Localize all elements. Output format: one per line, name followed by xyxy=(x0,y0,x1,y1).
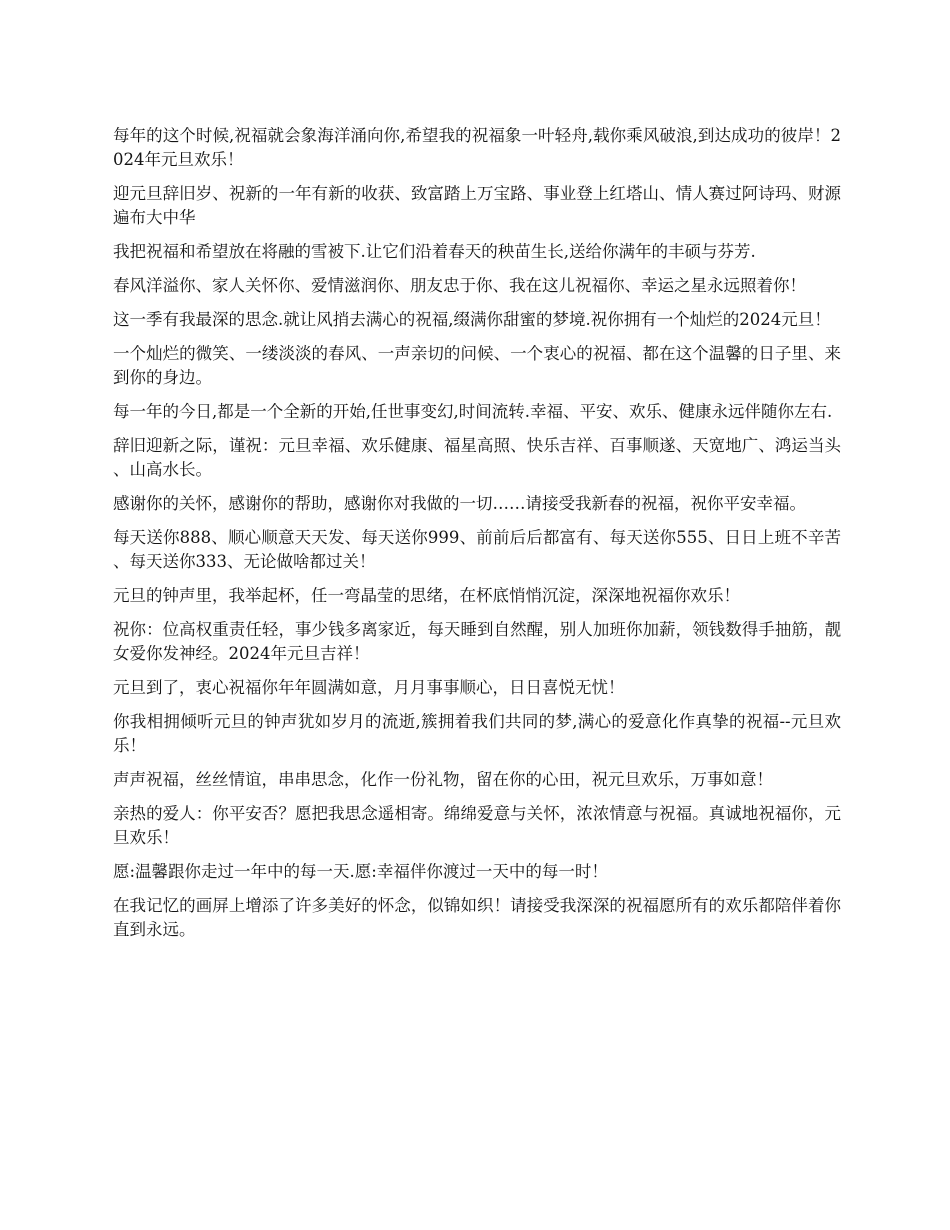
paragraph-7: 每一年的今日,都是一个全新的开始,任世事变幻,时间流转.幸福、平安、欢乐、健康永远伴随你左右. xyxy=(113,402,833,421)
paragraph-17: 愿:温馨跟你走过一年中的每一天.愿:幸福伴你渡过一天中的每一时！ xyxy=(113,862,608,881)
paragraph-2: 迎元旦辞旧岁、祝新的一年有新的收获、致富踏上万宝路、事业登上红塔山、情人赛过阿诗玛、财源遍布大中华 xyxy=(113,184,841,227)
paragraph-18: 在我记忆的画屏上增添了许多美好的怀念，似锦如织！请接受我深深的祝福愿所有的欢乐都陪伴着你直到永远。 xyxy=(113,896,841,939)
paragraph-15: 声声祝福，丝丝情谊，串串思念，化作一份礼物，留在你的心田，祝元旦欢乐，万事如意！ xyxy=(113,770,773,789)
paragraph-4: 春风洋溢你、家人关怀你、爱情滋润你、朋友忠于你、我在这儿祝福你、幸运之星永远照着你！ xyxy=(113,276,806,295)
paragraph-8: 辞旧迎新之际，谨祝：元旦幸福、欢乐健康、福星高照、快乐吉祥、百事顺遂、天宽地广、鸿运当头、山高水长。 xyxy=(113,436,841,479)
paragraph-9: 感谢你的关怀，感谢你的帮助，感谢你对我做的一切……请接受我新春的祝福，祝你平安幸福。 xyxy=(113,494,806,513)
paragraph-5: 这一季有我最深的思念.就让风捎去满心的祝福,缀满你甜蜜的梦境.祝你拥有一个灿烂的2024元旦！ xyxy=(113,310,831,329)
paragraph-3: 我把祝福和希望放在将融的雪被下.让它们沿着春天的秧苗生长,送给你满年的丰硕与芬芳. xyxy=(113,242,756,261)
paragraph-6: 一个灿烂的微笑、一缕淡淡的春风、一声亲切的问候、一个衷心的祝福、都在这个温馨的日子里、来到你的身边。 xyxy=(113,344,841,387)
paragraph-13: 元旦到了，衷心祝福你年年圆满如意，月月事事顺心，日日喜悦无忧！ xyxy=(113,678,625,697)
paragraph-11: 元旦的钟声里，我举起杯，任一弯晶莹的思绪，在杯底悄悄沉淀，深深地祝福你欢乐！ xyxy=(113,586,740,605)
paragraph-10: 每天送你888、顺心顺意天天发、每天送你999、前前后后都富有、每天送你555、日日上班不辛苦、每天送你333、无论做啥都过关！ xyxy=(113,528,841,571)
paragraph-12: 祝你：位高权重责任轻，事少钱多离家近，每天睡到自然醒，别人加班你加薪，领钱数得手抽筋，靓女爱你发神经。2024年元旦吉祥！ xyxy=(113,620,841,663)
paragraph-1: 每年的这个时候,祝福就会象海洋涌向你,希望我的祝福象一叶轻舟,载你乘风破浪,到达成功的彼岸！2024年元旦欢乐！ xyxy=(113,126,841,169)
paragraph-14: 你我相拥倾听元旦的钟声犹如岁月的流逝,簇拥着我们共同的梦,满心的爱意化作真挚的祝福--元旦欢乐！ xyxy=(113,712,841,755)
document-body xyxy=(113,124,841,952)
paragraph-16: 亲热的爱人：你平安否？愿把我思念遥相寄。绵绵爱意与关怀，浓浓情意与祝福。真诚地祝福你，元旦欢乐！ xyxy=(113,804,841,847)
